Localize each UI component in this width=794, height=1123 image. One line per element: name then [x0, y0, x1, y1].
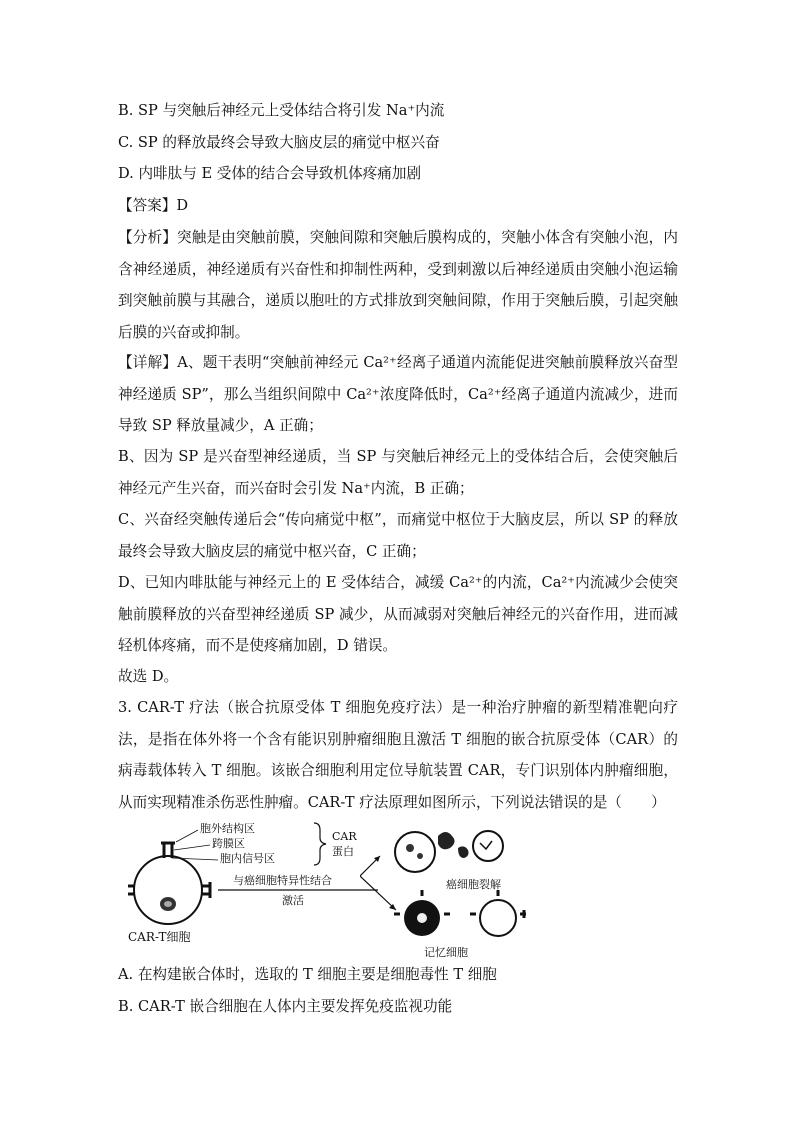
label-transmembrane: 跨膜区	[212, 837, 245, 850]
conclusion-text: 故选 D。	[118, 668, 179, 685]
label-protein: 蛋白	[332, 845, 354, 858]
analysis-paragraph: 【分析】突触是由突触前膜，突触间隙和突触后膜构成的，突触小体含有突触小泡，内含神经递质，神经递质有兴奋性和抑制性两种，受到刺激以后神经递质由突触小泡运输到突触前膜与其融合，递质以胞吐的方式排放到突触间隙，作用于突触后膜，引起突触后膜的兴奋或抑制。	[118, 229, 678, 341]
lysis-debris-2	[458, 846, 469, 858]
detail-b-paragraph: B、因为 SP 是兴奋型神经递质，当 SP 与突触后神经元上的受体结合后，会使突触后神经元产生兴奋，而兴奋时会引发 Na⁺内流，B 正确；	[118, 448, 678, 497]
option-d-text: D. 内啡肽与 E 受体的结合会导致机体疼痛加剧	[118, 165, 422, 182]
pointer-intracellular	[172, 858, 218, 860]
label-cart-cell: CAR-T细胞	[128, 930, 191, 944]
lysis-fragment-2	[417, 853, 423, 859]
lysis-fragment-1	[406, 844, 414, 852]
option-3a-text: A. 在构建嵌合体时，选取的 T 细胞主要是细胞毒性 T 细胞	[118, 966, 497, 983]
car-t-diagram-right	[360, 818, 570, 963]
car-brace	[314, 823, 326, 865]
label-extracellular: 胞外结构区	[200, 822, 255, 835]
pointer-extracellular	[176, 830, 198, 842]
lysis-cell-2-mark	[480, 841, 492, 849]
detail-c-paragraph: C、兴奋经突触传递后会“传向痛觉中枢”，而痛觉中枢位于大脑皮层，所以 SP 的释放最终会导致大脑皮层的痛觉中枢兴奋，C 正确；	[118, 511, 678, 560]
option-3b-text: B. CAR-T 嵌合细胞在人体内主要发挥免疫监视功能	[118, 998, 453, 1015]
car-receptor-right	[202, 882, 210, 898]
lysis-cell-shape	[395, 832, 435, 872]
label-car: CAR	[332, 830, 357, 843]
detail-a-paragraph: 【详解】A、题干表明“突触前神经元 Ca²⁺经离子通道内流能促进突触前膜释放兴奋型神经递质 SP”，那么当组织间隙中 Ca²⁺浓度降低时，Ca²⁺经离子通道内流减少，进而导致 SP 释放量减少，A 正确；	[118, 354, 678, 434]
car-t-diagram-right-svg	[360, 818, 570, 963]
label-activation: 激活	[282, 894, 304, 907]
label-memory: 记忆细胞	[424, 946, 468, 959]
label-intracellular: 胞内信号区	[220, 852, 275, 865]
memory-cell-2	[480, 900, 516, 936]
nucleus-inner	[164, 901, 172, 907]
answer-text: 【答案】D	[118, 197, 189, 214]
label-binding: 与癌细胞特异性结合	[233, 874, 332, 887]
memory-cell-2-receptors	[470, 890, 526, 918]
question-3-stem: 3. CAR-T 疗法（嵌合抗原受体 T 细胞免疫疗法）是一种治疗肿瘤的新型精准靶向疗法，是指在体外将一个含有能识别肿瘤细胞且激活 T 细胞的嵌合抗原受体（CAR）的病毒载体转入 T 细胞。该嵌合细胞利用定位导航装置 CAR，专门识别体内肿瘤细胞，从而实现精准杀伤恶性肿瘤。CAR-T 疗法原理如图所示，下列说法错误的是（ ）	[118, 699, 678, 811]
option-c-text: C. SP 的释放最终会导致大脑皮层的痛觉中枢兴奋	[118, 134, 440, 151]
pointer-transmembrane	[174, 845, 210, 850]
arrow-to-memory	[360, 876, 396, 910]
car-t-cell-shape	[134, 856, 202, 924]
memory-cell-1-nucleus	[417, 913, 427, 923]
lysis-debris-1	[438, 832, 455, 849]
label-lysis: 癌细胞裂解	[446, 878, 501, 891]
detail-d-paragraph: D、已知内啡肽能与神经元上的 E 受体结合，减缓 Ca²⁺的内流，Ca²⁺内流减少会使突触前膜释放的兴奋型神经递质 SP 减少，从而减弱对突触后神经元的兴奋作用，进而减轻机体疼痛，而不是使疼痛加剧，D 错误。	[118, 574, 678, 654]
option-b-text: B. SP 与突触后神经元上受体结合将引发 Na⁺内流	[118, 102, 445, 119]
